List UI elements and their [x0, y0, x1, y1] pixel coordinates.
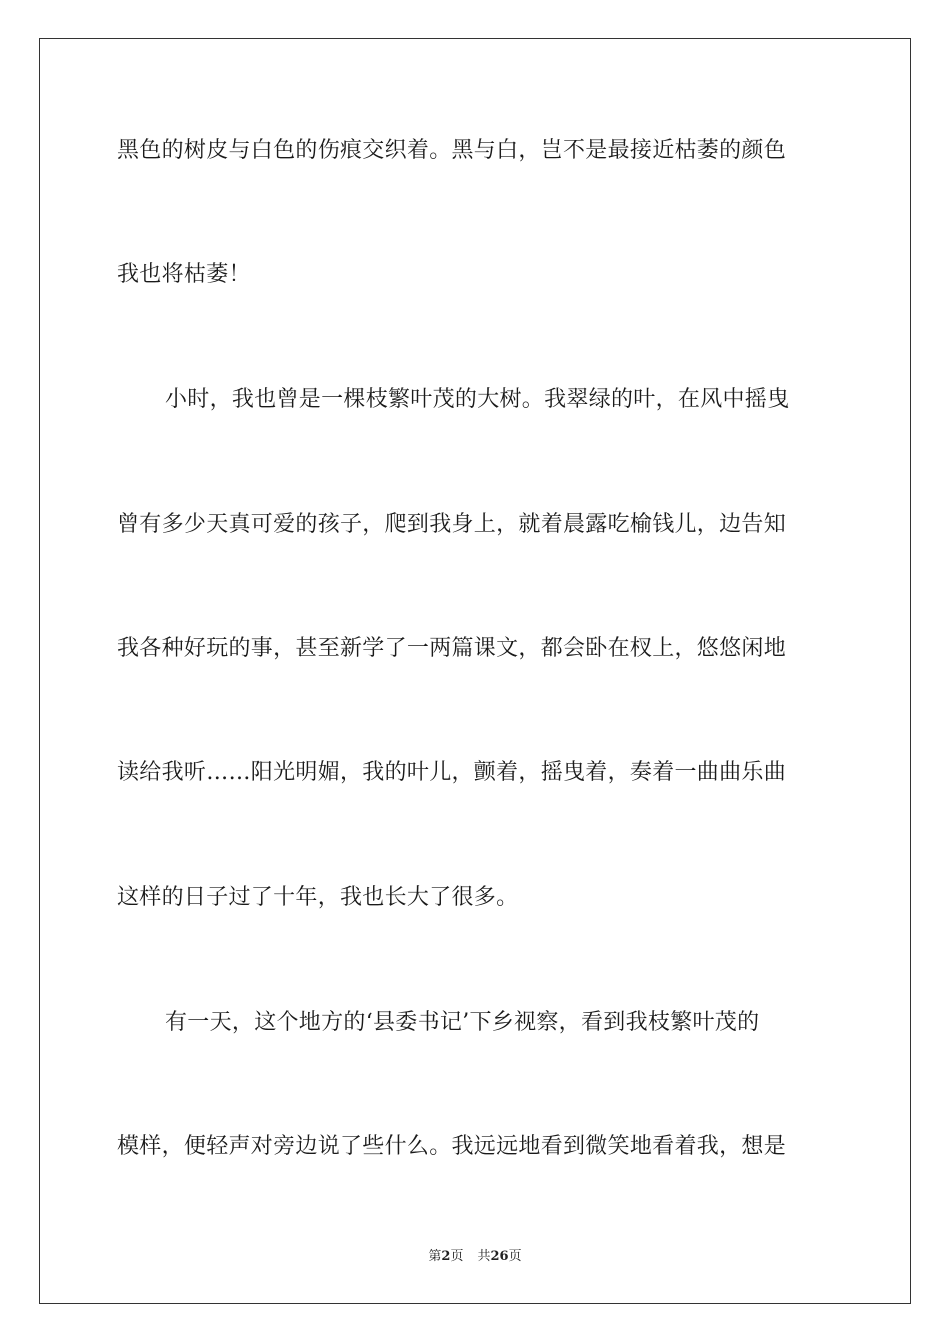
page-number: 2 — [441, 1249, 451, 1264]
paragraph-start-line: 小时，我也曾是一棵枝繁叶茂的大树。我翠绿的叶，在风中摇曳 — [165, 387, 790, 412]
total-prefix: 共 — [477, 1249, 491, 1264]
page-suffix: 页 — [450, 1249, 464, 1264]
text-line: 黑色的树皮与白色的伤痕交织着。黑与白，岂不是最接近枯萎的颜色 — [117, 138, 787, 163]
total-pages: 26 — [490, 1249, 509, 1264]
page-border — [39, 38, 911, 1304]
text-line: 这样的日子过了十年，我也长大了很多。 — [117, 885, 519, 910]
text-line: 读给我听……阳光明媚，我的叶儿，颤着，摇曳着，奏着一曲曲乐曲 — [117, 760, 787, 785]
page-prefix: 第 — [428, 1249, 442, 1264]
paragraph-start-line: 有一天，这个地方的‘县委书记’下乡视察，看到我枝繁叶茂的 — [165, 1010, 760, 1035]
text-line: 模样，便轻声对旁边说了些什么。我远远地看到微笑地看着我，想是 — [117, 1134, 787, 1159]
text-line: 曾有多少天真可爱的孩子，爬到我身上，就着晨露吃榆钱儿，边告知 — [117, 512, 787, 537]
text-line: 我各种好玩的事，甚至新学了一两篇课文，都会卧在杈上，悠悠闲地 — [117, 636, 787, 661]
text-line: 我也将枯萎！ — [117, 262, 251, 287]
total-suffix: 页 — [508, 1249, 522, 1264]
page-footer — [0, 1248, 950, 1266]
